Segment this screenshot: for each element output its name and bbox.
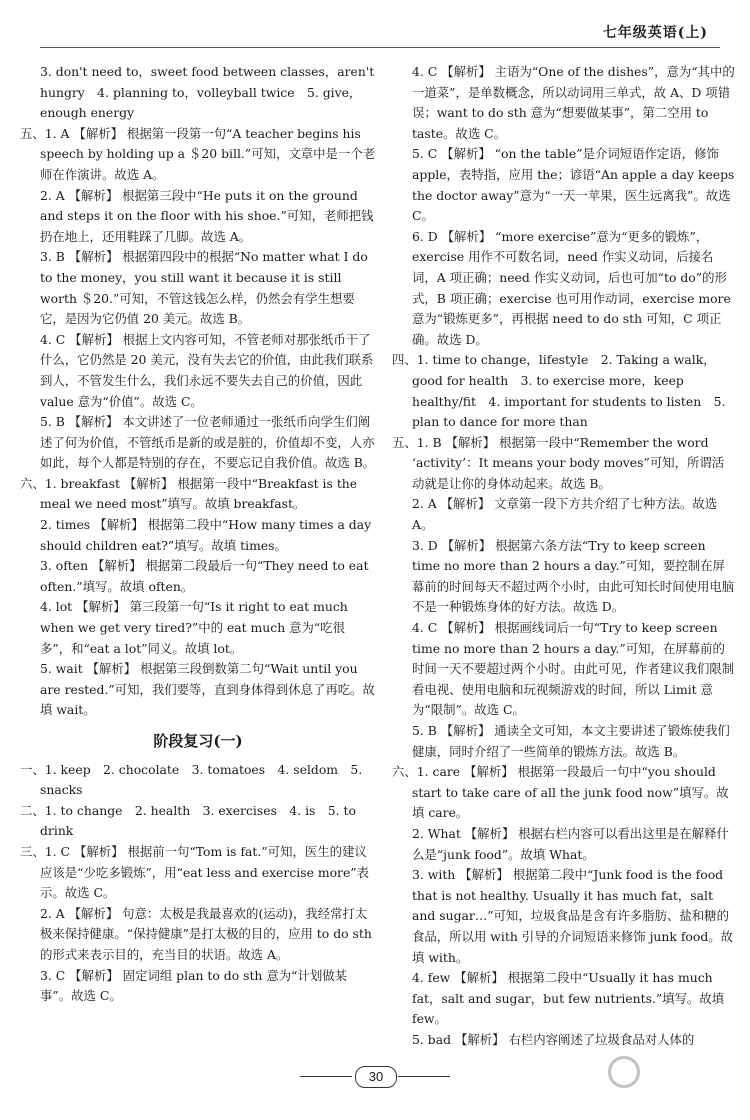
book-title: 七年级英语(上) — [602, 25, 708, 41]
answer-paragraph: 3. don't need to，sweet food between classes，aren't hungry 4. planning to，volleyball twice 5. give，enough energy — [40, 64, 375, 121]
answer-paragraph: 五、1. A 【解析】 根据第一段第一句“A teacher begins his speech by holding up a ＄20 bill.”可知，文章中是一个老师在作演讲。故选 A。 — [20, 125, 376, 182]
answer-paragraph: 六、1. breakfast 【解析】 根据第一段中“Breakfast is the meal we need most”填写。故填 breakfast。 — [20, 475, 358, 512]
answer-paragraph: 5. B 【解析】 本文讲述了一位老师通过一张纸币向学生们阐述了何为价值，不管纸币是新的或是脏的，价值却不变，人亦如此，每个人都是特别的存在，不要忘记自我价值。故选 B。 — [40, 414, 376, 471]
answer-paragraph: 六、1. care 【解析】 根据第一段最后一句中“you should start to take care of all the junk food now”填写。故填 care。 — [392, 764, 729, 821]
watermark-circle-icon — [608, 1056, 640, 1088]
watermark-logo — [600, 1050, 740, 1110]
answer-paragraph: 4. lot 【解析】 第三段第一句“Is it right to eat much when we get very tired?”中的 eat much 意为“吃很多”，和“eat a lot”同义。故填 lot。 — [40, 599, 348, 656]
answer-paragraph: 2. What 【解析】 根据右栏内容可以看出这里是在解释什么是“junk food”。故填 What。 — [412, 825, 729, 862]
answer-paragraph: 6. D 【解析】 “more exercise”意为“更多的锻炼”，exercise 用作不可数名词，need 作实义动词，后接名词，A 项正确；need 作实义动词，后也可加“to do”的形式，B 项正确；exercise 也可用作动词，exercise more 意为“锻炼更多”，再根据 need to do sth 可知，C 项正确。故选 D。 — [412, 228, 731, 347]
answer-paragraph: 4. C 【解析】 根据画线词后一句“Try to keep screen time no more than 2 hours a day.”可知，在屏幕前的时间一天不要超过两个小时。由此可见，作者建议我们限制看电视、使用电脑和玩视频游戏的时间，所以 Limit 意为“限制”。故选 C。 — [412, 620, 735, 718]
page-number-rule-left — [300, 1076, 352, 1077]
answer-paragraph: 五、1. B 【解析】 根据第一段中“Remember the word ‘activity’：It means your body moves”可知，所谓活动就是让你的身体动起来。故选 B。 — [392, 434, 725, 491]
left-column — [20, 62, 376, 1007]
answer-paragraph: 2. times 【解析】 根据第二段中“How many times a day should children eat?”填写。故填 times。 — [40, 517, 372, 553]
answer-paragraph: 3. D 【解析】 根据第六条方法“Try to keep screen time no more than 2 hours a day.”可知，要控制在屏幕前的时间每天不超过两个小时，由此可知长时间使用电脑不是一种锻炼身体的好方法。故选 D。 — [412, 537, 735, 615]
page-header — [40, 22, 720, 48]
header-rule — [40, 47, 720, 48]
answer-paragraph: 3. C 【解析】 固定词组 plan to do sth 意为“计划做某事”。故选 C。 — [40, 967, 348, 1004]
answer-paragraph: 5. B 【解析】 通读全文可知，本文主要讲述了锻炼使我们健康，同时介绍了一些简单的锻炼方法。故选 B。 — [412, 723, 730, 759]
answer-paragraph: 5. wait 【解析】 根据第三段倒数第二句“Wait until you are rested.”可知，我们要等，直到身体得到休息了再吃。故填 wait。 — [40, 661, 375, 718]
answer-paragraph: 三、1. C 【解析】 根据前一句“Tom is fat.”可知，医生的建议应该是“少吃多锻炼”，用“eat less and exercise more”表示。故选 C。 — [20, 843, 370, 901]
answer-paragraph: 3. with 【解析】 根据第二段中“Junk food is the food that is not healthy. Usually it has much fat，salt and sugar…”可知，垃圾食品是含有许多脂肪、盐和糖的食品，所以用 with 引导的介词短语来修饰 junk food。故填 with。 — [412, 867, 734, 965]
section-title: 阶段复习(一) — [153, 732, 243, 750]
answer-paragraph: 3. B 【解析】 根据第四段中的根据“No matter what I do to the money，you still want it because it is still worth ＄20.”可知，不管这钱怎么样，仍然会有学生想要它，是因为它仍值 20 美元。故选 B。 — [40, 249, 368, 327]
answer-paragraph: 5. C 【解析】 “on the table”是介词短语作定语，修饰 apple，表特指，应用 the；谚语“An apple a day keeps the doctor away”意为“一天一苹果，医生远离我”。故选 C。 — [412, 146, 735, 224]
answer-paragraph: 四、1. time to change，lifestyle 2. Taking a walk，good for health 3. to exercise more，keep healthy/fit 4. important for students to listen 5. plan to dance for more than — [392, 352, 726, 430]
answer-paragraph: 4. few 【解析】 根据第二段中“Usually it has much fat，salt and sugar，but few nutrients.”填写。故填 few。 — [412, 970, 725, 1027]
answer-paragraph: 一、1. keep 2. chocolate 3. tomatoes 4. seldom 5. snacks — [20, 761, 363, 798]
answer-paragraph: 4. C 【解析】 根据上文内容可知，不管老师对那张纸币干了什么，它仍然是 20 美元，没有失去它的价值，由此我们联系到人，不管发生什么，我们永远不要失去自己的价值，因此 value 意为“价值”。故选 C。 — [40, 331, 374, 409]
answer-paragraph: 5. bad 【解析】 右栏内容阐述了垃圾食品对人体的 — [412, 1031, 695, 1047]
page-number-rule-right — [398, 1076, 450, 1077]
page-number: 30 — [355, 1066, 397, 1088]
answer-paragraph: 4. C 【解析】 主语为“One of the dishes”，意为“其中的一道菜”，是单数概念，所以动词用三单式，故 A、D 项错误；want to do sth 意为“想要做某事”，第二空用 to taste。故选 C。 — [412, 64, 735, 141]
answer-paragraph: 2. A 【解析】 句意：太极是我最喜欢的(运动)，我经常打太极来保持健康。“保持健康”是打太极的目的，应用 to do sth 的形式来表示目的，充当目的状语。故选 A。 — [40, 905, 372, 962]
answer-paragraph: 2. A 【解析】 根据第三段中“He puts it on the ground and steps it on the floor with his shoe.”可知，老师把钱扔在地上，还用鞋踩了几脚。故选 A。 — [40, 187, 374, 244]
answer-paragraph: 二、1. to change 2. health 3. exercises 4. is 5. to drink — [20, 802, 356, 839]
answer-paragraph: 2. A 【解析】 文章第一段下方共介绍了七种方法。故选 A。 — [412, 496, 718, 533]
right-column — [392, 62, 736, 1051]
answer-paragraph: 3. often 【解析】 根据第二段最后一句“They need to eat often.”填写。故填 often。 — [40, 558, 369, 594]
